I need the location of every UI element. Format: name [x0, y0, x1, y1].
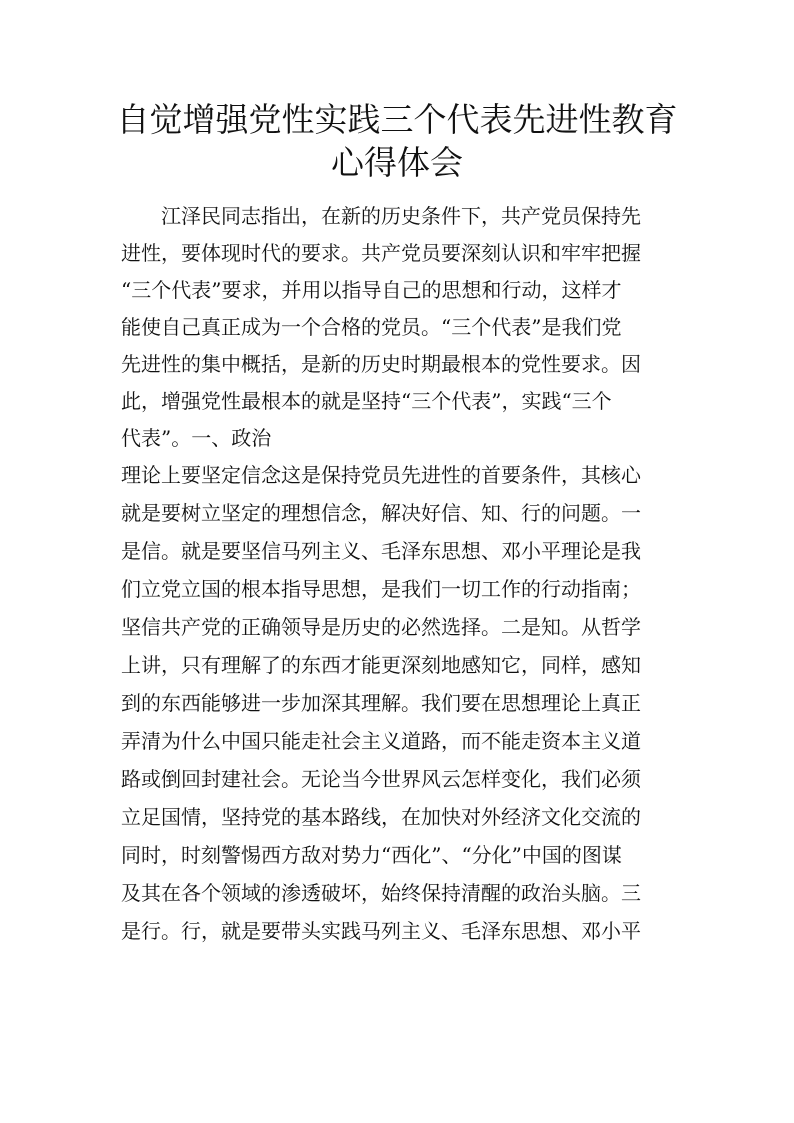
paragraph-1-line: “三个代表”要求，并用以指导自己的思想和行动，这样才 [121, 278, 622, 302]
paragraph-2-line: 立足国情，坚持党的基本路线，在加快对外经济文化交流的 [121, 805, 641, 829]
paragraph-2-line: 理论上要坚定信念这是保持党员先进性的首要条件，其核心 [121, 463, 641, 487]
paragraph-2-line: 同时，时刻警惕西方敌对势力“西化”、“分化”中国的图谋 [121, 843, 622, 867]
paragraph-2-line: 路或倒回封建社会。无论当今世界风云怎样变化，我们必须 [121, 767, 641, 791]
paragraph-2-line: 上讲，只有理解了的东西才能更深刻地感知它，同样，感知 [121, 653, 641, 677]
paragraph-1-line: 代表”。一、政治 [121, 426, 272, 450]
document-title-line-1: 自觉增强党性实践三个代表先进性教育 [116, 100, 678, 139]
document-title-line-2: 心得体会 [331, 143, 463, 182]
paragraph-2-line: 到的东西能够进一步加深其理解。我们要在思想理论上真正 [121, 691, 641, 715]
paragraph-1-line: 进性，要体现时代的要求。共产党员要深刻认识和牢牢把握 [121, 241, 641, 265]
paragraph-2-line: 及其在各个领域的渗透破坏，始终保持清醒的政治头脑。三 [121, 881, 641, 905]
paragraph-2-line: 就是要树立坚定的理想信念，解决好信、知、行的问题。一 [121, 501, 641, 525]
paragraph-2-line: 是行。行，就是要带头实践马列主义、毛泽东思想、邓小平 [121, 919, 641, 943]
paragraph-2-line: 弄清为什么中国只能走社会主义道路，而不能走资本主义道 [121, 729, 641, 753]
paragraph-1-line: 先进性的集中概括，是新的历史时期最根本的党性要求。因 [121, 352, 641, 376]
paragraph-1-line: 此，增强党性最根本的就是坚持“三个代表”，实践“三个 [121, 389, 612, 413]
paragraph-1-line: 江泽民同志指出，在新的历史条件下，共产党员保持先 [121, 204, 641, 228]
paragraph-2-line: 坚信共产党的正确领导是历史的必然选择。二是知。从哲学 [121, 615, 641, 639]
paragraph-2-line: 是信。就是要坚信马列主义、毛泽东思想、邓小平理论是我 [121, 539, 641, 563]
paragraph-2-line: 们立党立国的根本指导思想，是我们一切工作的行动指南； [121, 577, 641, 601]
paragraph-1-line: 能使自己真正成为一个合格的党员。“三个代表”是我们党 [121, 315, 622, 339]
